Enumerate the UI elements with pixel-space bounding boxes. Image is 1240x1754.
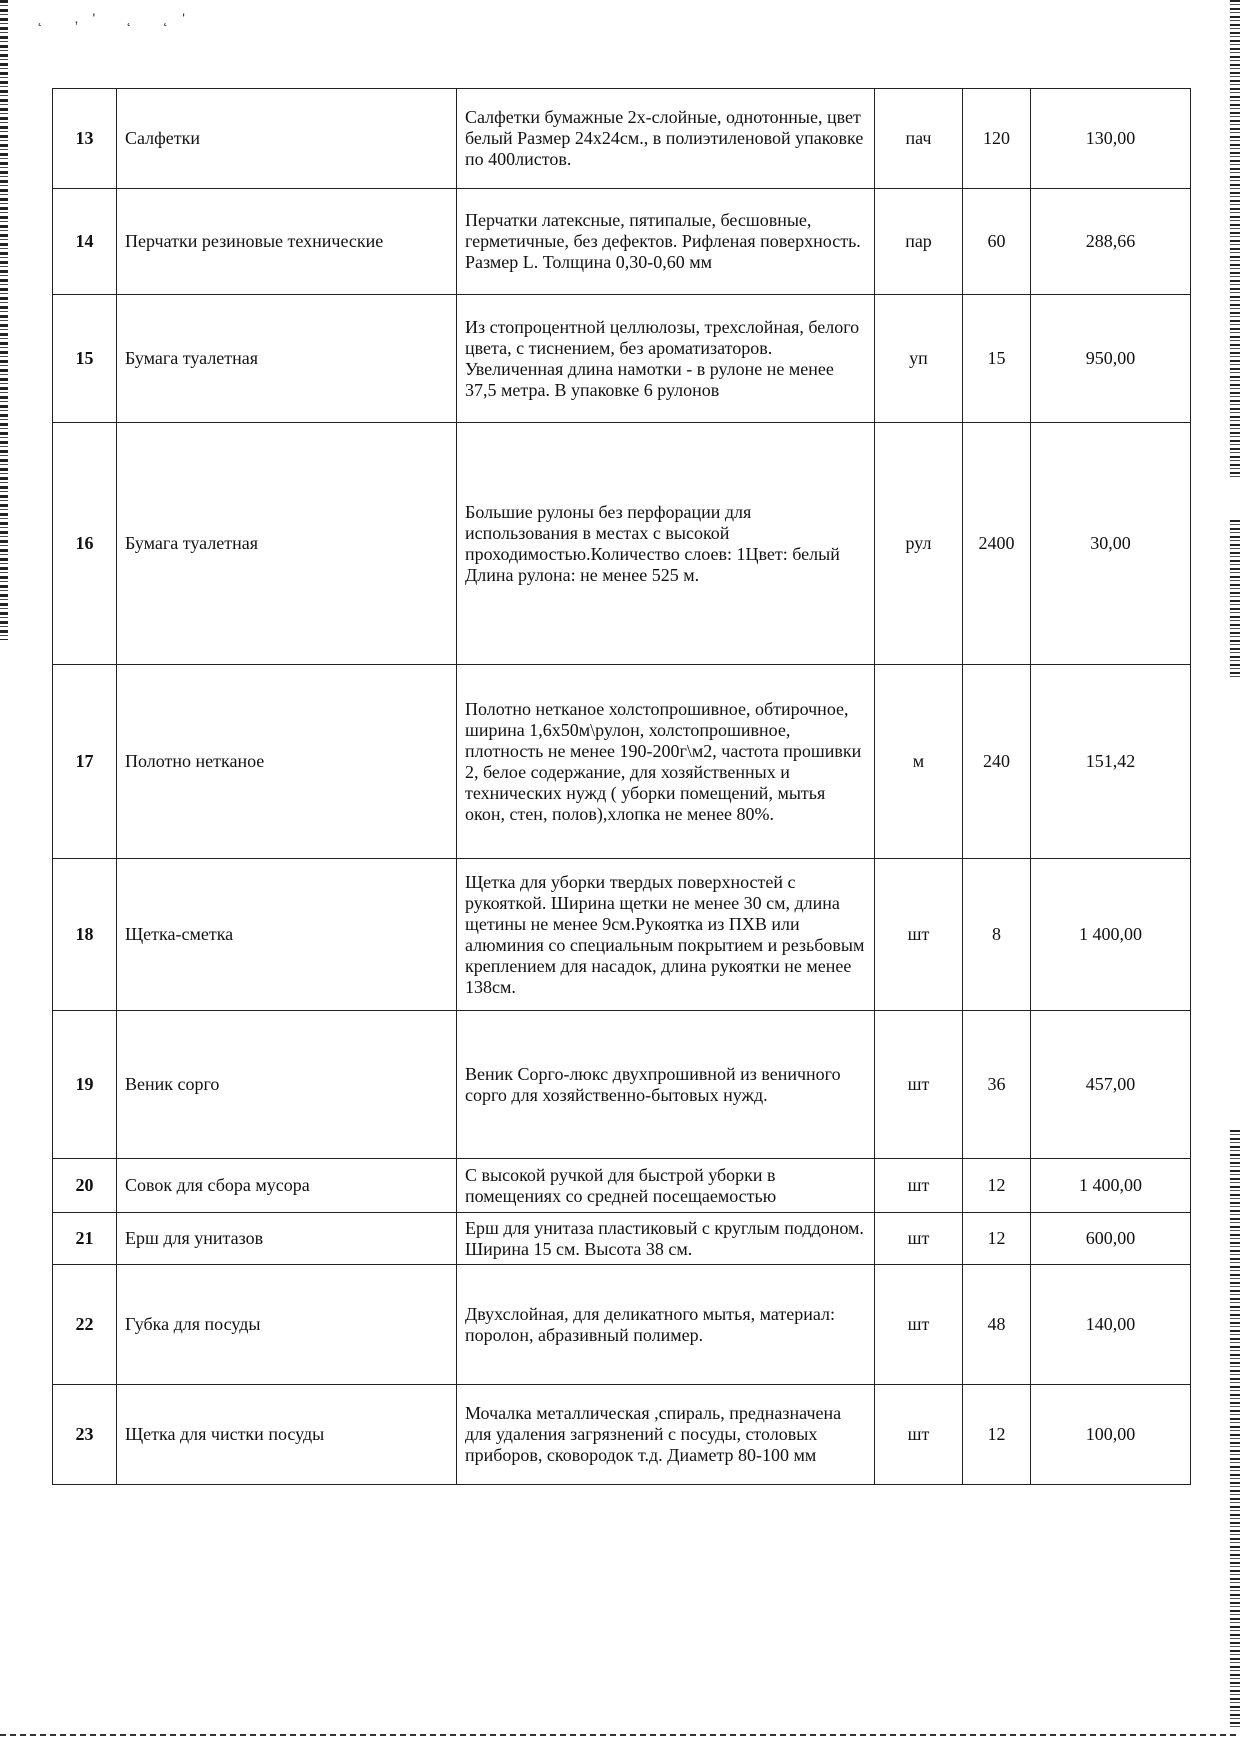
item-name: Ерш для унитазов [117, 1213, 457, 1265]
item-unit: уп [875, 295, 963, 423]
table-body [53, 89, 1191, 1485]
item-name: Губка для посуды [117, 1265, 457, 1385]
table-row [53, 859, 1191, 1011]
table-row [53, 423, 1191, 665]
table-row [53, 1159, 1191, 1213]
row-number: 19 [53, 1011, 117, 1159]
item-description: Двухслойная, для деликатного мытья, материал: поролон, абразивный полимер. [457, 1265, 875, 1385]
table-row [53, 295, 1191, 423]
item-price: 30,00 [1031, 423, 1191, 665]
item-price: 151,42 [1031, 665, 1191, 859]
item-name: Бумага туалетная [117, 423, 457, 665]
item-name: Щетка-сметка [117, 859, 457, 1011]
item-name: Полотно нетканое [117, 665, 457, 859]
item-description: Веник Сорго-люкс двухпрошивной из веничного сорго для хозяйственно-бытовых нужд. [457, 1011, 875, 1159]
item-quantity: 120 [963, 89, 1031, 189]
table-row [53, 1385, 1191, 1485]
scan-edge-bottom [0, 1734, 1240, 1736]
item-name: Бумага туалетная [117, 295, 457, 423]
row-number: 20 [53, 1159, 117, 1213]
item-unit: м [875, 665, 963, 859]
specification-table [52, 88, 1191, 1485]
row-number: 21 [53, 1213, 117, 1265]
item-quantity: 2400 [963, 423, 1031, 665]
item-unit: шт [875, 1011, 963, 1159]
item-unit: шт [875, 1265, 963, 1385]
item-name: Щетка для чистки посуды [117, 1385, 457, 1485]
item-quantity: 60 [963, 189, 1031, 295]
item-quantity: 8 [963, 859, 1031, 1011]
row-number: 15 [53, 295, 117, 423]
table-row [53, 1213, 1191, 1265]
item-price: 950,00 [1031, 295, 1191, 423]
item-quantity: 15 [963, 295, 1031, 423]
item-name: Перчатки резиновые технические [117, 189, 457, 295]
scan-edge-left [0, 0, 8, 640]
row-number: 13 [53, 89, 117, 189]
item-price: 600,00 [1031, 1213, 1191, 1265]
item-quantity: 48 [963, 1265, 1031, 1385]
table-row [53, 189, 1191, 295]
item-price: 288,66 [1031, 189, 1191, 295]
table-row [53, 1265, 1191, 1385]
item-quantity: 12 [963, 1385, 1031, 1485]
row-number: 16 [53, 423, 117, 665]
scan-specks: ˛ ,' ˛ ˛' [38, 10, 199, 26]
item-description: Салфетки бумажные 2х-слойные, однотонные, цвет белый Размер 24х24см., в полиэтиленовой упаковке по 400листов. [457, 89, 875, 189]
item-unit: шт [875, 1159, 963, 1213]
scan-edge-right-middle [1230, 520, 1240, 680]
item-description: Щетка для уборки твердых поверхностей с рукояткой. Ширина щетки не менее 30 см, длина щетины не менее 9см.Рукоятка из ПХВ или алюминия со специальным покрытием и резьбовым креплением для насадок, длина рукоятки не менее 138см. [457, 859, 875, 1011]
row-number: 14 [53, 189, 117, 295]
item-unit: шт [875, 1385, 963, 1485]
item-name: Салфетки [117, 89, 457, 189]
item-quantity: 36 [963, 1011, 1031, 1159]
item-price: 1 400,00 [1031, 1159, 1191, 1213]
item-description: Перчатки латексные, пятипалые, бесшовные, герметичные, без дефектов. Рифленая поверхность. Размер L. Толщина 0,30-0,60 мм [457, 189, 875, 295]
item-unit: шт [875, 1213, 963, 1265]
scan-edge-right-bottom [1230, 1130, 1240, 1730]
item-quantity: 12 [963, 1213, 1031, 1265]
item-description: Полотно нетканое холстопрошивное, обтирочное, ширина 1,6х50м\рулон, холстопрошивное, плотность не менее 190-200г\м2, частота прошивки 2, белое содержание, для хозяйственных и технических нужд ( уборки помещений, мытья окон, стен, полов),хлопка не менее 80%. [457, 665, 875, 859]
item-description: С высокой ручкой для быстрой уборки в помещениях со средней посещаемостью [457, 1159, 875, 1213]
item-description: Из стопроцентной целлюлозы, трехслойная, белого цвета, с тиснением, без ароматизаторов. Увеличенная длина намотки - в рулоне не менее 37,5 метра. В упаковке 6 рулонов [457, 295, 875, 423]
row-number: 18 [53, 859, 117, 1011]
item-price: 140,00 [1031, 1265, 1191, 1385]
item-unit: рул [875, 423, 963, 665]
table-row [53, 89, 1191, 189]
row-number: 22 [53, 1265, 117, 1385]
item-price: 457,00 [1031, 1011, 1191, 1159]
item-unit: пар [875, 189, 963, 295]
row-number: 17 [53, 665, 117, 859]
item-quantity: 12 [963, 1159, 1031, 1213]
table-row [53, 1011, 1191, 1159]
item-name: Веник сорго [117, 1011, 457, 1159]
item-description: Ерш для унитаза пластиковый с круглым поддоном. Ширина 15 см. Высота 38 см. [457, 1213, 875, 1265]
item-name: Совок для сбора мусора [117, 1159, 457, 1213]
item-description: Большие рулоны без перфорации для использования в местах с высокой проходимостью.Количество слоев: 1Цвет: белый Длина рулона: не менее 525 м. [457, 423, 875, 665]
scan-edge-right-top [1230, 0, 1240, 480]
table-row [53, 665, 1191, 859]
item-description: Мочалка металлическая ,спираль, предназначена для удаления загрязнений с посуды, столовых приборов, сковородок т.д. Диаметр 80-100 мм [457, 1385, 875, 1485]
item-unit: шт [875, 859, 963, 1011]
item-price: 130,00 [1031, 89, 1191, 189]
item-price: 100,00 [1031, 1385, 1191, 1485]
item-unit: пач [875, 89, 963, 189]
item-price: 1 400,00 [1031, 859, 1191, 1011]
item-quantity: 240 [963, 665, 1031, 859]
row-number: 23 [53, 1385, 117, 1485]
